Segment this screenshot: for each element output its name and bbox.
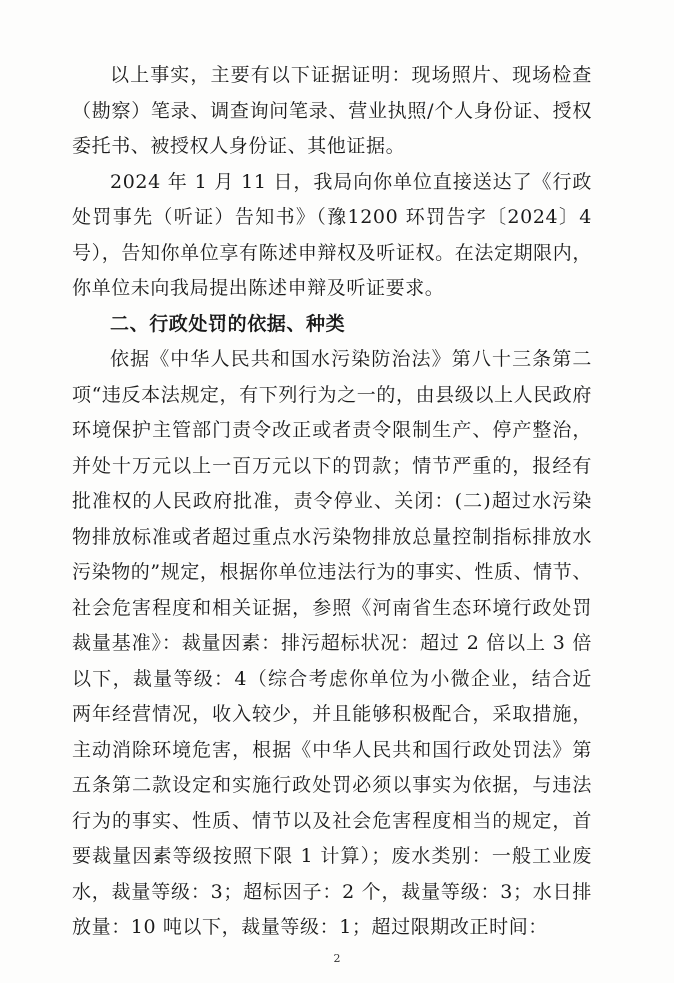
page-number: 2: [333, 952, 341, 965]
document-body: [72, 58, 592, 946]
evidence-paragraph: 以上事实，主要有以下证据证明：现场照片、现场检查（勘察）笔录、调查询问笔录、营业执照/个人身份证、授权委托书、被授权人身份证、其他证据。: [72, 64, 592, 157]
section-heading: 二、行政处罚的依据、种类: [110, 312, 346, 335]
notice-paragraph: 2024 年 1 月 11 日，我局向你单位直接送达了《行政处罚事先（听证）告知书》（豫1200 环罚告字〔2024〕4 号），告知你单位享有陈述申辩权及听证权。在法定期限内，你单位未向我局提出陈述申辩及听证要求。: [72, 170, 592, 299]
basis-paragraph: 依据《中华人民共和国水污染防治法》第八十三条第二项“违反本法规定，有下列行为之一的，由县级以上人民政府环境保护主管部门责令改正或者责令限制生产、停产整治，并处十万元以上一百万元以下的罚款；情节严重的，报经有批准权的人民政府批准，责令停业、关闭：(二)超过水污染物排放标准或者超过重点水污染物排放总量控制指标排放水污染物的”规定，根据你单位违法行为的事实、性质、情节、社会危害程度和相关证据，参照《河南省生态环境行政处罚裁量基准》：裁量因素：排污超标状况：超过 2 倍以上 3 倍以下，裁量等级：4（综合考虑你单位为小微企业，结合近两年经营情况，收入较少，并且能够积极配合，采取措施，主动消除环境危害，根据《中华人民共和国行政处罚法》第五条第二款设定和实施行政处罚必须以事实为依据，与违法行为的事实、性质、情节以及社会危害程度相当的规定，首要裁量因素等级按照下限 1 计算）；废水类别：一般工业废水，裁量等级：3；超标因子：2 个，裁量等级：3；水日排放量：10 吨以下，裁量等级：1；超过限期改正时间：: [72, 348, 592, 938]
